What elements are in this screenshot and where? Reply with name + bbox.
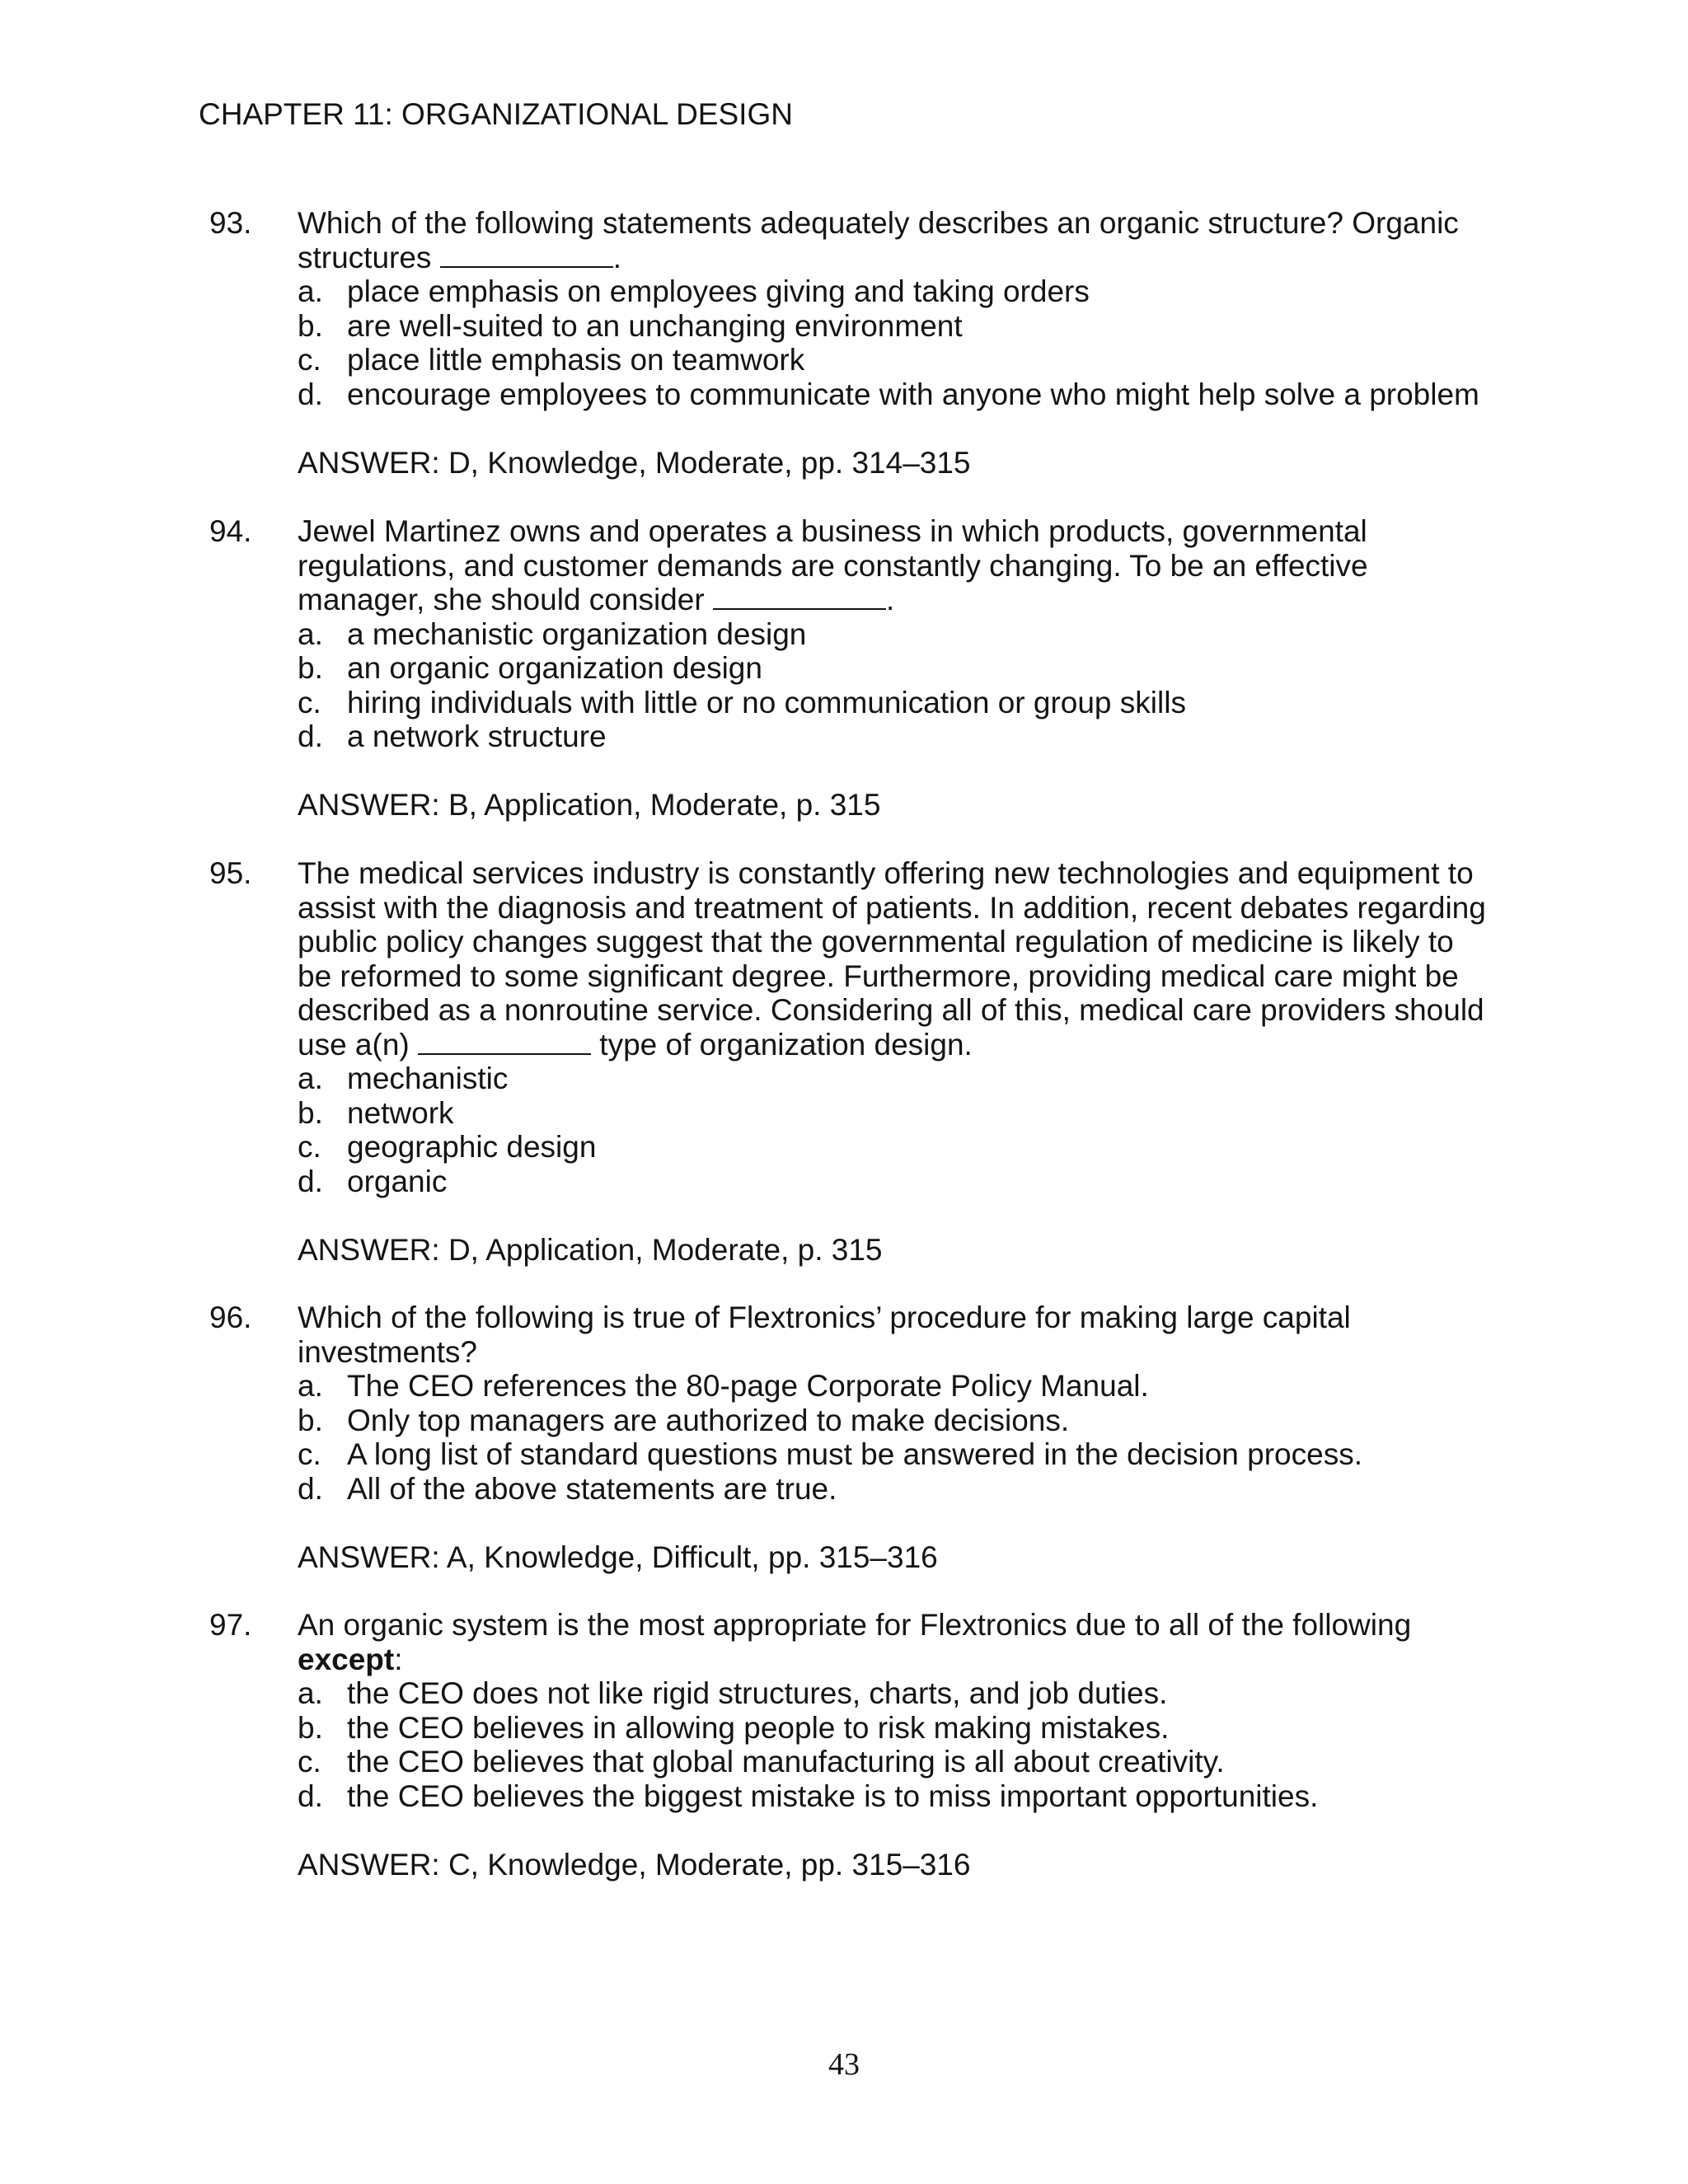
- choice-list: [298, 1369, 1495, 1506]
- choice-text: the CEO does not like rigid structures, charts, and job duties.: [347, 1676, 1168, 1710]
- choice-letter: c.: [298, 1437, 321, 1471]
- question-97: [209, 1608, 1495, 1882]
- choice-letter: d.: [298, 1779, 323, 1813]
- choice-text: place little emphasis on teamwork: [347, 343, 805, 377]
- question-number: 93.: [209, 206, 252, 240]
- question-body: [298, 1301, 1495, 1574]
- choice-letter: a.: [298, 616, 323, 651]
- answer-blank: [713, 583, 886, 610]
- choice-letter: b.: [298, 1403, 323, 1437]
- choice-letter: a.: [298, 1676, 323, 1710]
- question-95: [209, 856, 1495, 1267]
- page-number: 43: [828, 2047, 860, 2082]
- answer-blank: [440, 241, 613, 268]
- choice-letter: c.: [298, 685, 321, 719]
- chapter-title: CHAPTER 11: ORGANIZATIONAL DESIGN: [199, 97, 793, 131]
- choice-b: [298, 1404, 1495, 1438]
- choice-b: [298, 1096, 1495, 1131]
- choice-text: a network structure: [347, 719, 607, 753]
- choice-letter: d.: [298, 377, 323, 411]
- question-stem: [298, 1301, 1495, 1369]
- choice-list: [298, 617, 1495, 754]
- choice-letter: b.: [298, 1095, 323, 1130]
- question-stem: [298, 856, 1495, 1062]
- choice-text: are well-suited to an unchanging environment: [347, 308, 963, 343]
- answer-line: ANSWER: B, Application, Moderate, p. 315: [298, 788, 881, 822]
- choice-text: The CEO references the 80-page Corporate Policy Manual.: [347, 1369, 1149, 1403]
- choice-letter: a.: [298, 1369, 323, 1403]
- choice-b: [298, 1711, 1495, 1746]
- choice-text: mechanistic: [347, 1062, 509, 1095]
- question-body: [298, 514, 1495, 823]
- choice-letter: d.: [298, 1164, 323, 1198]
- choice-letter: d.: [298, 719, 323, 753]
- choice-letter: c.: [298, 343, 321, 377]
- choice-a: [298, 1369, 1495, 1404]
- choice-c: [298, 1437, 1495, 1472]
- question-93: [209, 206, 1495, 480]
- choice-text: organic: [347, 1164, 448, 1198]
- stem-text: Which of the following is true of Flextronics’ procedure for making large capital investments?: [298, 1301, 1351, 1369]
- choice-text: hiring individuals with little or no communication or group skills: [347, 685, 1186, 719]
- stem-end: :: [394, 1642, 403, 1676]
- choice-list: [298, 1062, 1495, 1198]
- choice-b: [298, 651, 1495, 686]
- stem-end: .: [612, 240, 621, 274]
- choice-d: [298, 1472, 1495, 1507]
- choice-list: [298, 1676, 1495, 1813]
- stem-text: Jewel Martinez owns and operates a business in which products, governmental regulations, and customer demands are constantly changing. To be an effective manager, she should consider: [298, 514, 1368, 616]
- choice-c: [298, 343, 1495, 377]
- choice-text: encourage employees to communicate with anyone who might help solve a problem: [347, 377, 1479, 411]
- choice-letter: b.: [298, 651, 323, 685]
- question-stem: [298, 206, 1495, 274]
- answer-line: ANSWER: C, Knowledge, Moderate, pp. 315–316: [298, 1847, 971, 1882]
- choice-d: [298, 1779, 1495, 1814]
- choice-text: A long list of standard questions must be answered in the decision process.: [347, 1437, 1362, 1471]
- question-number: 96.: [209, 1301, 252, 1334]
- question-stem: [298, 1608, 1495, 1676]
- question-number: 95.: [209, 856, 252, 890]
- choice-c: [298, 1130, 1495, 1165]
- choice-text: geographic design: [347, 1130, 597, 1164]
- choice-text: network: [347, 1095, 454, 1130]
- answer-blank: [418, 1029, 591, 1055]
- choice-text: Only top managers are authorized to make decisions.: [347, 1403, 1070, 1437]
- choice-d: [298, 1165, 1495, 1199]
- choice-a: [298, 274, 1495, 309]
- choice-text: an organic organization design: [347, 651, 762, 685]
- stem-emphasis: except: [298, 1642, 395, 1676]
- choice-d: [298, 719, 1495, 754]
- question-stem: [298, 514, 1495, 617]
- question-number: 97.: [209, 1608, 252, 1642]
- choice-letter: b.: [298, 1710, 323, 1745]
- question-body: [298, 856, 1495, 1267]
- choice-letter: b.: [298, 308, 323, 343]
- stem-text: Which of the following statements adequately describes an organic structure? Organic structures: [298, 206, 1459, 274]
- answer-line: ANSWER: D, Knowledge, Moderate, pp. 314–315: [298, 445, 971, 480]
- question-96: [209, 1301, 1495, 1574]
- stem-text: An organic system is the most appropriate for Flextronics due to all of the following: [298, 1608, 1412, 1642]
- choice-c: [298, 1745, 1495, 1779]
- choice-b: [298, 309, 1495, 344]
- answer-line: ANSWER: A, Knowledge, Difficult, pp. 315–316: [298, 1540, 938, 1574]
- choice-letter: a.: [298, 1062, 323, 1095]
- choice-a: [298, 1676, 1495, 1711]
- question-number: 94.: [209, 514, 252, 548]
- choice-letter: a.: [298, 274, 323, 308]
- choice-text: the CEO believes that global manufacturing is all about creativity.: [347, 1745, 1225, 1779]
- choice-text: a mechanistic organization design: [347, 616, 807, 651]
- choice-d: [298, 377, 1495, 412]
- choice-letter: c.: [298, 1130, 321, 1164]
- choice-c: [298, 686, 1495, 720]
- choice-list: [298, 274, 1495, 411]
- stem-text: The medical services industry is constantly offering new technologies and equipment to assist with the diagnosis and treatment of patients. In addition, recent debates regarding public policy changes suggest that the governmental regulation of medicine is likely to be reformed to some significant degree. Furthermore, providing medical care might be described as a nonroutine service. Considering all of this, medical care providers should use a(n): [298, 856, 1486, 1062]
- question-body: [298, 1608, 1495, 1882]
- question-94: [209, 514, 1495, 823]
- stem-end: type of organization design.: [591, 1027, 973, 1062]
- choice-a: [298, 617, 1495, 652]
- choice-text: All of the above statements are true.: [347, 1471, 837, 1506]
- choice-text: the CEO believes the biggest mistake is to miss important opportunities.: [347, 1779, 1319, 1813]
- choice-letter: c.: [298, 1745, 321, 1779]
- stem-end: .: [885, 583, 895, 616]
- choice-text: place emphasis on employees giving and taking orders: [347, 274, 1090, 308]
- choice-text: the CEO believes in allowing people to risk making mistakes.: [347, 1710, 1170, 1745]
- choice-letter: d.: [298, 1471, 323, 1506]
- answer-line: ANSWER: D, Application, Moderate, p. 315: [298, 1232, 883, 1267]
- choice-a: [298, 1062, 1495, 1096]
- question-body: [298, 206, 1495, 480]
